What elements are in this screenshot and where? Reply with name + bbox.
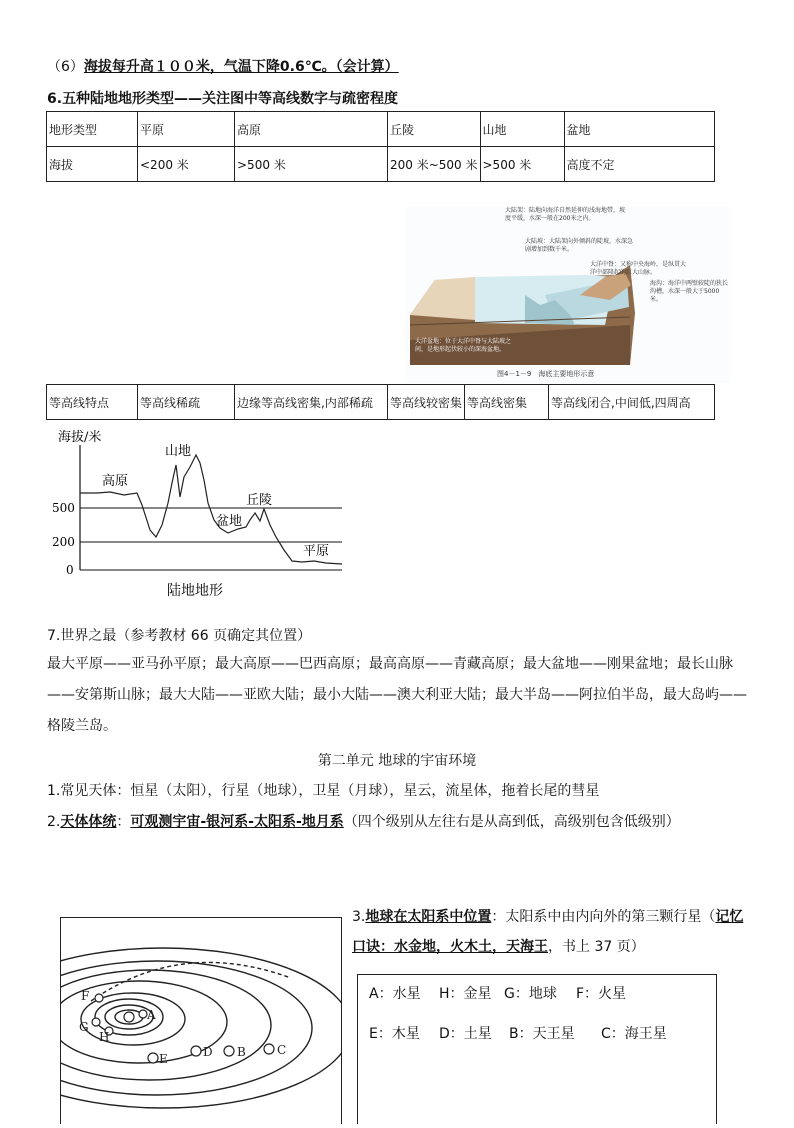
hill-label: 丘陵 [246, 493, 273, 508]
orbit-label-g: G [79, 1020, 89, 1034]
unit-2-item-1: 1.常见天体：恒星（太阳），行星（地球），卫星（月球），星云，流星体，拖着长尾的彗星 [47, 783, 600, 799]
seafloor-caption: 图4－1－9 海底主要地形示意 [497, 370, 595, 378]
orbit-label-b: B [237, 1045, 246, 1059]
landform-profile-diagram [52, 425, 352, 600]
profile-y-label: 海拔/米 [58, 430, 102, 445]
orbit-label-d: D [203, 1045, 213, 1059]
orbit-label-c: C [277, 1043, 287, 1057]
orbit-label-f: F [81, 989, 90, 1003]
unit-2-item-2: 2.天体体统：可观测宇宙-银河系-太阳系-地月系（四个级别从左往右是从高到低，高级别包含低级别） [47, 814, 680, 830]
plain-label: 平原 [303, 544, 330, 559]
planet-mnemonic: 口诀：水金地，火木土，天海王 [352, 939, 548, 955]
mountain-label: 山地 [165, 444, 192, 459]
seafloor-landform-figure [405, 205, 730, 383]
profile-caption: 陆地地形 [167, 583, 223, 599]
plateau-label: 高原 [102, 474, 129, 489]
planet-key-row-2: E：木星 D：土星 B：天王星 C：海王星 [369, 1026, 667, 1042]
orbit-label-e: E [159, 1052, 168, 1066]
unit-2-item-3: 3.地球在太阳系中位置：太阳系中由内向外的第三颗行星（记忆 口诀：水金地，火木土，天海王，书上 37 页） [352, 909, 744, 955]
temperature-lapse-rule: 海拔每升高１００米，气温下降0.6℃。（会计算） [83, 59, 399, 75]
table-row: 地形类型 平原 高原 丘陵 山地 盆地 [47, 112, 715, 147]
table-row: 海拔 <200 米 >500 米 200 米~500 米 >500 米 高度不定 [47, 147, 715, 182]
tick-200: 200 [52, 535, 75, 549]
unit-2-heading: 第二单元 地球的宇宙环境 [317, 753, 477, 769]
planet-key-row-1: A：水星 H：金星 G：地球 F：火星 [369, 986, 627, 1002]
solar-system-diagram [60, 917, 342, 1124]
section-6-title: 6.五种陆地地形类型——关注图中等高线数字与疏密程度 [47, 91, 399, 107]
landform-altitude-table [46, 111, 715, 182]
contour-feature-table [46, 384, 715, 420]
orbit-label-a: A [147, 1008, 156, 1022]
orbit-label-h: H [99, 1030, 110, 1044]
celestial-systems: 可观测宇宙-银河系-太阳系-地月系 [130, 814, 344, 830]
basin-label: 盆地 [216, 514, 243, 529]
section-7-title: 7.世界之最（参考教材 66 页确定其位置） [47, 628, 312, 644]
mid-ocean-ridge-label: 大洋中脊：又称中央海岭，是纵贯大洋中部隆起的巨大山脉。 [590, 261, 687, 276]
sun-icon [124, 1012, 134, 1022]
tick-0: 0 [66, 563, 74, 577]
ocean-basin-label: 大洋盆地：位于大洋中脊与大陆坡之间，是地形起伏较小的深海盆地。 [415, 338, 512, 353]
table-row: 等高线特点 等高线稀疏 边缘等高线密集,内部稀疏 等高线较密集 等高线密集 等高线闭合,中间低,四周高 [47, 385, 715, 420]
continental-shelf-label: 大陆架：陆地向海洋自然延伸的浅海地带，坡度平缓，水深一般在200米之内。 [505, 207, 626, 222]
planet-key-box [357, 974, 717, 1124]
trench-label: 海沟：海洋中两壁较陡的狭长沟槽，水深一般大于5000米。 [650, 280, 729, 303]
tick-500: 500 [52, 501, 75, 515]
continental-slope-label: 大陆坡：大陆架向外倾斜的陡坡，水深急剧增加到数千米。 [525, 238, 634, 253]
section-7-body: 最大平原——亚马孙平原；最大高原——巴西高原；最高高原——青藏高原；最大盆地——刚果盆地；最长山脉——安第斯山脉；最大大陆——亚欧大陆；最小大陆——澳大利亚大陆；最大半岛——阿拉伯半岛，最大岛屿——格陵兰岛。 [47, 656, 747, 734]
temperature-lapse-line: （6）海拔每升高１００米，气温下降0.6℃。（会计算） [47, 59, 399, 75]
